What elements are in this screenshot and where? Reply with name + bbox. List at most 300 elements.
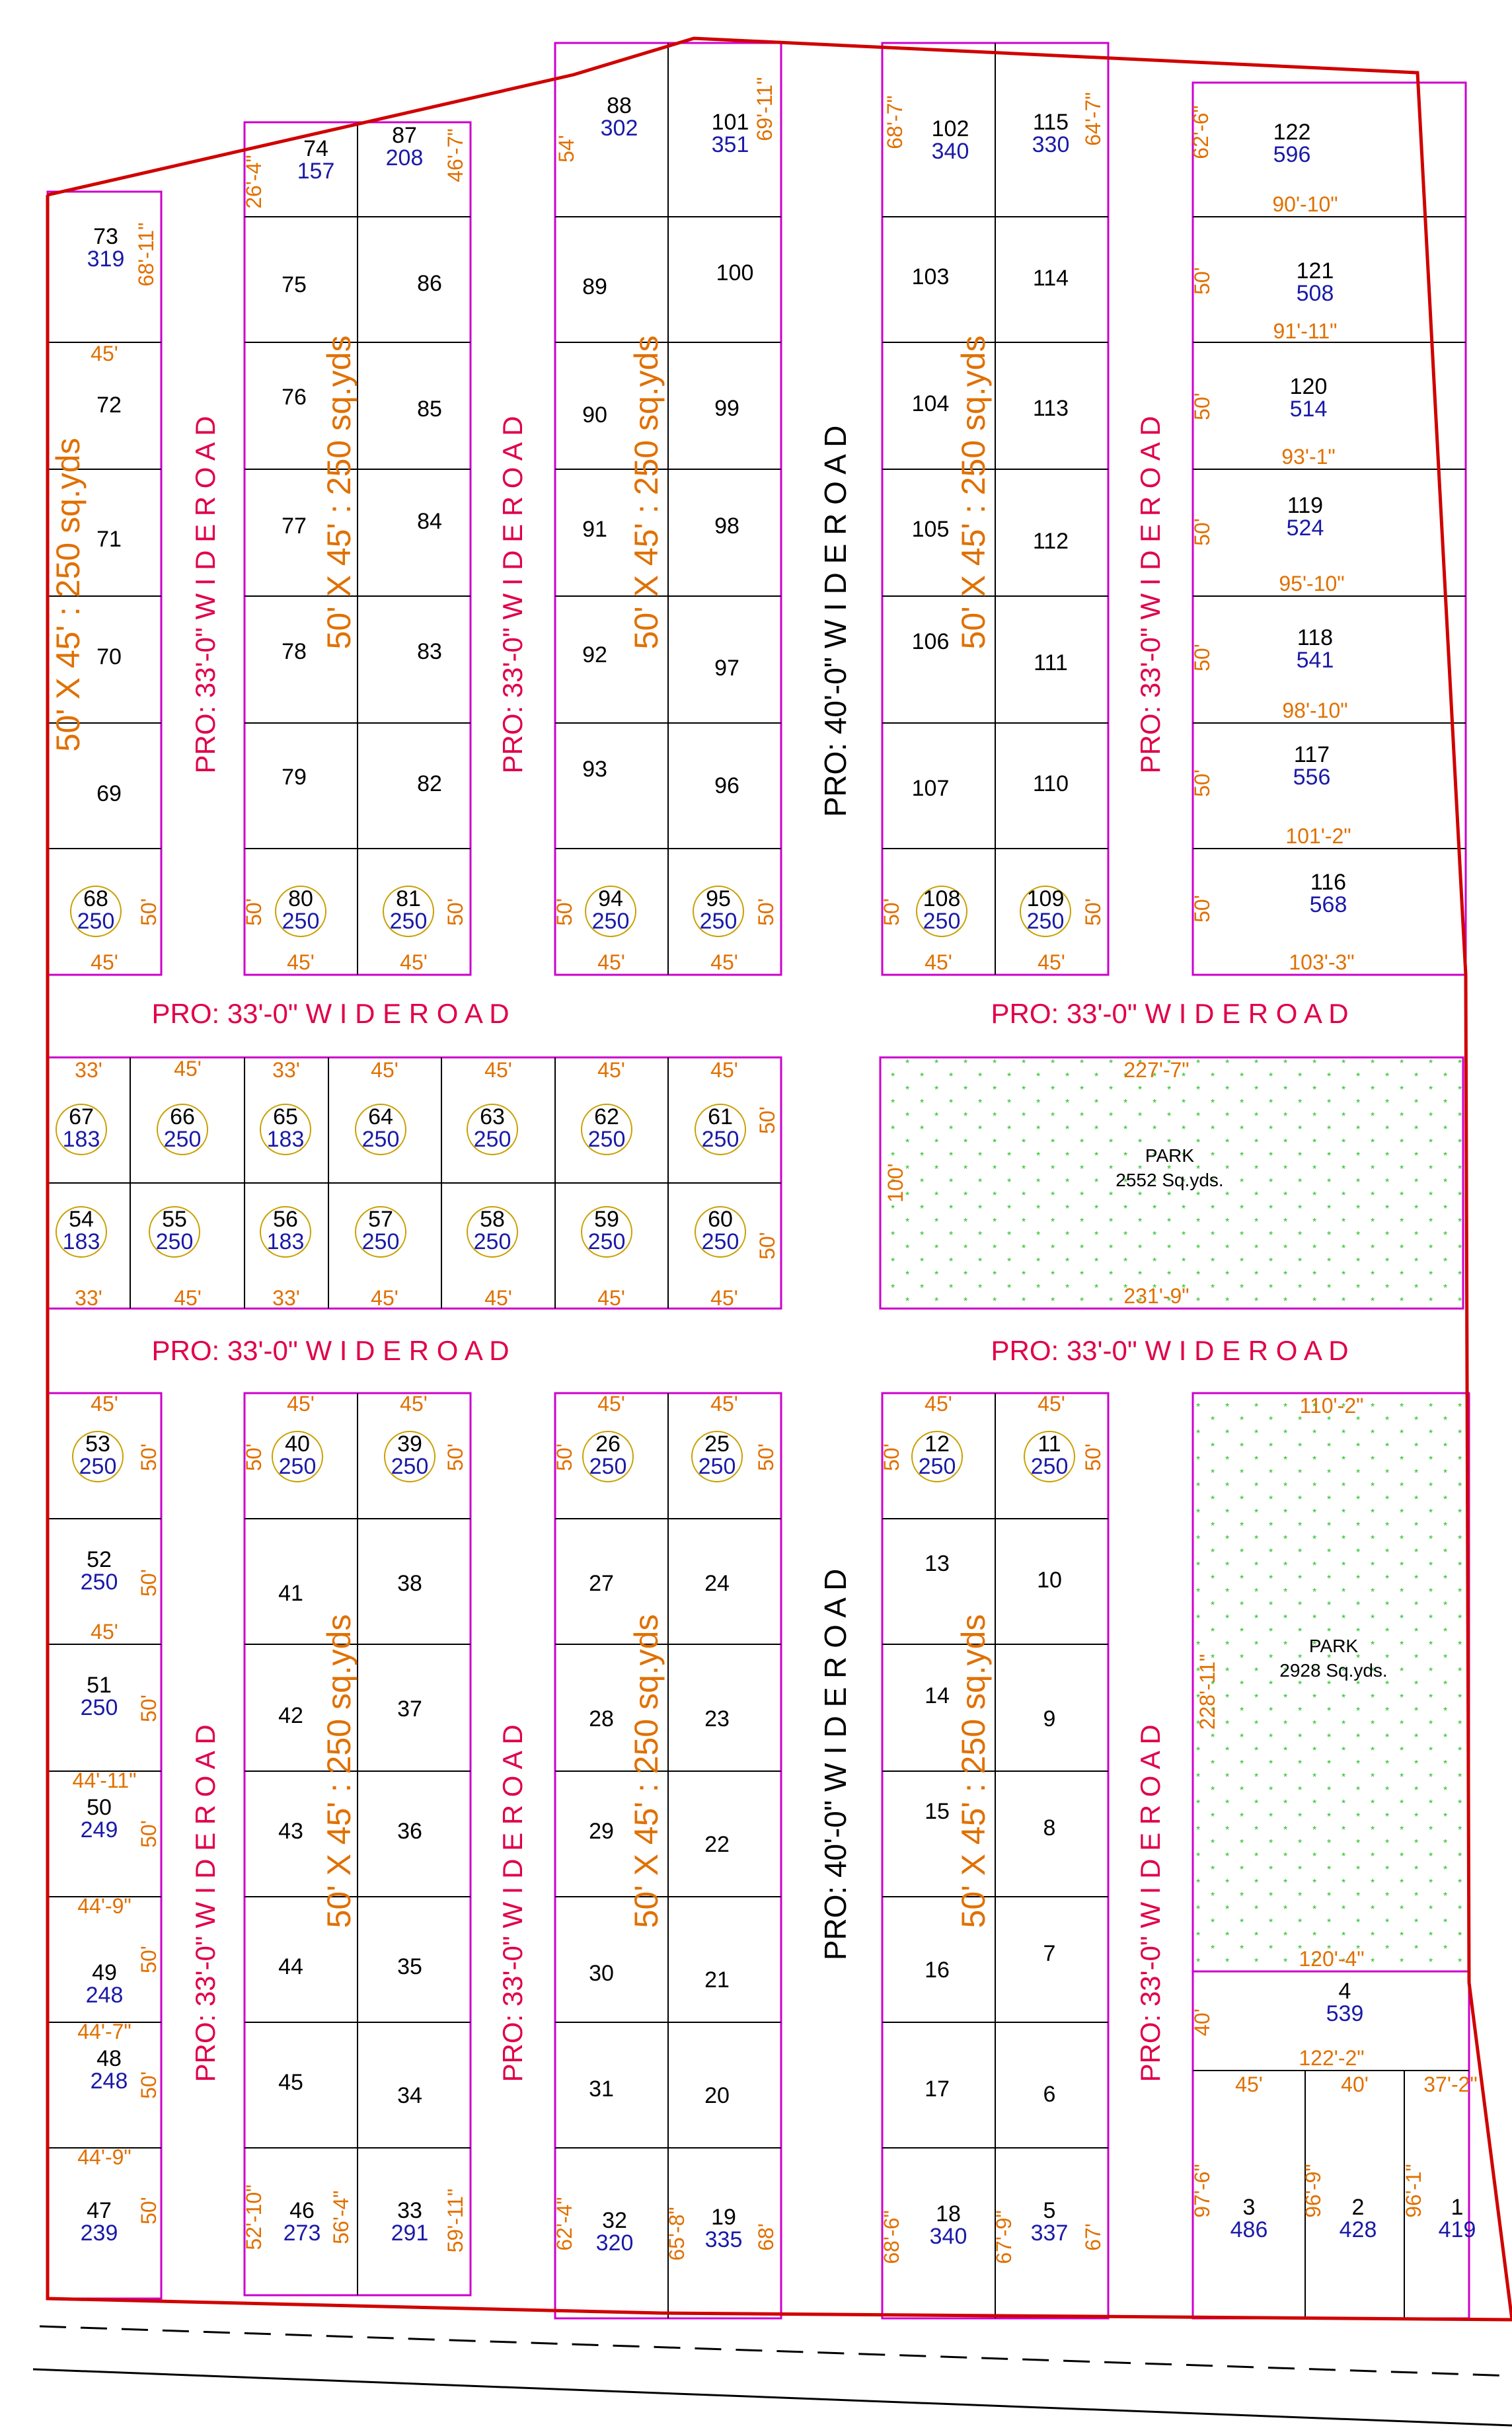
park-south-top-dim: 110'-2" — [1299, 1394, 1364, 1418]
plot-area: 239 — [80, 2221, 118, 2246]
plot-number: 11 — [1038, 1431, 1061, 1457]
dim: 44'-7" — [77, 2020, 132, 2043]
dim: 50' — [1081, 898, 1105, 926]
plot-51 — [81, 1673, 118, 1720]
block-note-4: 50' X 45' : 250 sq.yds — [955, 335, 992, 650]
plot-area: 183 — [266, 1229, 305, 1254]
dim: 45' — [91, 950, 118, 974]
park-south-bottom-dim: 120'-4" — [1299, 1947, 1365, 1971]
plot-number: 67 — [69, 1104, 94, 1129]
dim: 33' — [272, 1058, 300, 1082]
dim: 40' — [1341, 2073, 1369, 2096]
plot-number: 20 — [704, 2083, 730, 2108]
plot-111 — [1034, 650, 1068, 675]
road-label-h3: PRO: 33'-0" W I D E R O A D — [151, 1335, 510, 1366]
park-north-side-dim: 100' — [884, 1163, 907, 1203]
plot-number: 102 — [931, 116, 969, 141]
plot-71 — [96, 527, 122, 552]
dim: 45' — [91, 1620, 118, 1644]
plot-number: 89 — [582, 274, 607, 299]
plot-106 — [912, 629, 950, 654]
plot-41 — [278, 1581, 303, 1606]
plot-120 — [1290, 374, 1328, 422]
dim: 45' — [174, 1286, 202, 1310]
plot-39 — [385, 1431, 435, 1482]
plot-82 — [417, 771, 442, 796]
plot-area: 250 — [155, 1229, 194, 1254]
dim: 45' — [91, 1392, 118, 1416]
plot-number: 111 — [1034, 650, 1068, 675]
dim: 26'-4" — [242, 155, 266, 209]
plot-number: 46 — [289, 2198, 315, 2223]
plot-84 — [417, 509, 442, 534]
plot-number: 83 — [417, 639, 442, 664]
road-label-h1: PRO: 33'-0" W I D E R O A D — [151, 998, 510, 1029]
plot-27 — [589, 1571, 614, 1596]
plot-80 — [276, 886, 326, 936]
plot-number: 76 — [282, 385, 307, 410]
plot-area: 250 — [587, 1127, 626, 1152]
plot-20 — [704, 2083, 730, 2108]
plot-area: 248 — [90, 2069, 128, 2094]
road-label-v5: PRO: 33'-0" W I D E R O A D — [497, 1724, 528, 2082]
plot-number: 116 — [1310, 870, 1347, 895]
park-north-bottom-dim: 231'-9" — [1123, 1284, 1190, 1308]
plot-number: 3 — [1242, 2195, 1256, 2220]
dim: 45' — [710, 1392, 738, 1416]
plot-103 — [912, 264, 950, 289]
dim: 45' — [1038, 950, 1065, 974]
main-road-labels — [818, 426, 852, 1961]
plot-number: 122 — [1273, 120, 1311, 145]
plot-number: 104 — [911, 391, 950, 416]
plot-area: 330 — [1032, 132, 1070, 157]
plot-69 — [96, 781, 122, 806]
plot-number: 15 — [925, 1799, 950, 1824]
plot-92 — [582, 642, 607, 667]
dim: 52'-10" — [242, 2184, 266, 2250]
dim: 50' — [1190, 518, 1214, 546]
plot-area: 250 — [473, 1127, 511, 1152]
plot-number: 26 — [595, 1431, 621, 1457]
plot-number: 98 — [714, 514, 739, 539]
plot-98 — [714, 514, 739, 539]
plot-number: 32 — [602, 2208, 627, 2233]
plot-31 — [589, 2076, 614, 2102]
plot-number: 44 — [278, 1954, 303, 1979]
plot-91 — [582, 517, 607, 542]
dim: 45' — [371, 1286, 398, 1310]
plot-number: 88 — [607, 93, 632, 118]
park-south-side-dim: 228'-11" — [1195, 1654, 1219, 1730]
plot-number: 49 — [92, 1960, 117, 1985]
plot-area: 183 — [62, 1229, 100, 1254]
plot-number: 31 — [589, 2076, 614, 2102]
plot-number: 33 — [397, 2198, 422, 2223]
plot-number: 114 — [1032, 266, 1069, 291]
plot-number: 40 — [285, 1431, 310, 1457]
plot-number: 86 — [417, 271, 442, 296]
plot-number: 9 — [1043, 1706, 1056, 1732]
plot-number: 4 — [1338, 1979, 1351, 2004]
dim: 50' — [1190, 644, 1214, 671]
plot-55 — [149, 1207, 200, 1257]
plot-16 — [925, 1958, 950, 1983]
block-note-1: 50' X 45' : 250 sq.yds — [50, 438, 87, 752]
plot-area: 539 — [1326, 2001, 1364, 2026]
plot-area: 596 — [1273, 142, 1311, 167]
plot-area: 250 — [1026, 909, 1065, 934]
dim: 33' — [75, 1058, 102, 1082]
plot-14 — [925, 1683, 950, 1708]
plot-number: 45 — [278, 2070, 303, 2095]
plot-100 — [716, 260, 754, 285]
plot-32 — [596, 2208, 634, 2256]
plot-33 — [391, 2198, 429, 2246]
plot-number: 29 — [589, 1819, 614, 1844]
plot-number: 77 — [282, 514, 307, 539]
plot-number: 48 — [96, 2046, 122, 2071]
plot-45 — [278, 2070, 303, 2095]
plot-area: 250 — [918, 1454, 956, 1479]
plot-area: 428 — [1339, 2217, 1377, 2242]
park-south — [1193, 1393, 1469, 1971]
plot-95 — [693, 886, 743, 936]
plot-number: 97 — [714, 656, 739, 681]
dim: 50' — [1190, 267, 1214, 295]
plot-area: 556 — [1293, 765, 1331, 790]
plot-number: 58 — [480, 1207, 505, 1232]
plot-57 — [356, 1207, 406, 1257]
plot-11 — [1024, 1431, 1075, 1482]
dim: 90'-10" — [1272, 192, 1338, 216]
plot-area: 250 — [701, 1229, 739, 1254]
plot-68 — [71, 886, 121, 936]
plot-56 — [260, 1207, 311, 1257]
plot-113 — [1033, 396, 1069, 421]
plot-area: 250 — [163, 1127, 202, 1152]
external-road-edge — [33, 2369, 1512, 2425]
plot-number: 56 — [273, 1207, 298, 1232]
plot-66 — [157, 1104, 208, 1155]
plot-number: 68 — [83, 886, 108, 911]
plot-number: 110 — [1032, 771, 1069, 796]
plot-number: 21 — [704, 1967, 730, 1993]
plot-44 — [278, 1954, 303, 1979]
plot-area: 514 — [1289, 397, 1328, 422]
plot-65 — [260, 1104, 311, 1155]
plot-number: 72 — [96, 393, 122, 418]
plot-number: 93 — [582, 757, 607, 782]
park-north-area: 2552 Sq.yds. — [1115, 1170, 1224, 1190]
plot-number: 94 — [598, 886, 623, 911]
plot-number: 2 — [1351, 2195, 1365, 2220]
plot-36 — [397, 1819, 422, 1844]
plot-number: 43 — [278, 1819, 303, 1844]
dim: 44'-9" — [77, 1894, 132, 1918]
dim: 101'-2" — [1285, 824, 1351, 848]
plot-23 — [704, 1706, 730, 1732]
plot-76 — [282, 385, 307, 410]
plot-number: 92 — [582, 642, 607, 667]
plot-number: 60 — [708, 1207, 733, 1232]
dim: 45' — [925, 1392, 952, 1416]
plot-48 — [91, 2046, 128, 2094]
plot-number: 17 — [925, 2076, 950, 2102]
plot-number: 101 — [711, 110, 749, 135]
plot-area: 250 — [473, 1229, 511, 1254]
plot-area: 248 — [85, 1983, 124, 2008]
plot-area: 250 — [701, 1127, 739, 1152]
plot-number: 47 — [87, 2198, 112, 2223]
dim: 40' — [1190, 2008, 1214, 2036]
plot-area: 524 — [1286, 515, 1324, 541]
dim: 96'-1" — [1402, 2164, 1425, 2218]
plot-114 — [1033, 266, 1069, 291]
plot-117 — [1293, 742, 1331, 790]
dim: 45' — [1038, 1392, 1065, 1416]
plot-116 — [1310, 870, 1347, 917]
plot-area: 250 — [391, 1454, 429, 1479]
plot-number: 34 — [397, 2083, 422, 2108]
plot-number: 22 — [704, 1832, 730, 1857]
plot-53 — [73, 1431, 123, 1482]
road-label-h4: PRO: 33'-0" W I D E R O A D — [991, 1335, 1349, 1366]
dim: 50' — [1190, 895, 1214, 923]
plot-9 — [1043, 1706, 1056, 1732]
plot-24 — [704, 1571, 730, 1596]
plot-number: 105 — [911, 517, 950, 542]
road-label-v1: PRO: 33'-0" W I D E R O A D — [190, 416, 221, 774]
road-label-h2: PRO: 33'-0" W I D E R O A D — [991, 998, 1349, 1029]
dim: 44'-9" — [77, 2145, 132, 2169]
plot-number: 6 — [1043, 2082, 1056, 2107]
plot-79 — [282, 765, 307, 790]
plot-85 — [417, 397, 442, 422]
plot-8 — [1043, 1815, 1056, 1841]
dim: 50' — [1190, 393, 1214, 420]
plot-area: 250 — [389, 909, 428, 934]
plot-number: 79 — [282, 765, 307, 790]
dim: 50' — [242, 898, 266, 926]
plot-number: 57 — [368, 1207, 393, 1232]
plot-area: 250 — [587, 1229, 626, 1254]
block-note-3: 50' X 45' : 250 sq.yds — [628, 335, 665, 650]
plot-area: 249 — [80, 1817, 118, 1843]
plot-4 — [1326, 1979, 1364, 2026]
plot-93 — [582, 757, 607, 782]
plot-number: 51 — [87, 1673, 112, 1698]
plot-number: 63 — [480, 1104, 505, 1129]
plot-number: 5 — [1043, 2198, 1056, 2223]
plot-number: 103 — [911, 264, 950, 289]
plot-area: 183 — [266, 1127, 305, 1152]
plot-number: 78 — [282, 639, 307, 664]
plot-number: 13 — [925, 1551, 950, 1576]
dim: 95'-10" — [1279, 572, 1345, 595]
dim: 103'-3" — [1289, 950, 1355, 974]
plot-22 — [704, 1832, 730, 1857]
dim: 44'-11" — [72, 1769, 137, 1792]
plot-28 — [589, 1706, 614, 1732]
plot-110 — [1033, 771, 1069, 796]
plot-number: 108 — [923, 886, 961, 911]
dim: 62'-6" — [1189, 105, 1213, 159]
plot-area: 250 — [282, 909, 320, 934]
plot-area: 508 — [1296, 281, 1334, 306]
plot-42 — [278, 1703, 303, 1728]
plot-number: 65 — [273, 1104, 298, 1129]
dim: 45' — [287, 1392, 315, 1416]
plot-number: 39 — [397, 1431, 422, 1457]
plot-115 — [1032, 110, 1070, 157]
plot-70 — [96, 644, 122, 669]
plot-area: 250 — [923, 909, 961, 934]
dim: 50' — [880, 898, 903, 926]
plot-99 — [714, 396, 739, 421]
plot-73 — [87, 224, 125, 272]
block-note-2: 50' X 45' : 250 sq.yds — [321, 335, 358, 650]
plot-number: 71 — [96, 527, 122, 552]
dim: 68'-6" — [880, 2210, 903, 2264]
plot-number: 14 — [925, 1683, 950, 1708]
plot-number: 81 — [396, 886, 421, 911]
plot-number: 55 — [162, 1207, 187, 1232]
road-label-v6: PRO: 33'-0" W I D E R O A D — [1135, 1724, 1166, 2082]
plot-26 — [583, 1431, 633, 1482]
plot-number: 53 — [85, 1431, 110, 1457]
plot-area: 250 — [79, 1454, 117, 1479]
plot-number: 59 — [594, 1207, 619, 1232]
plot-area: 157 — [297, 159, 335, 184]
plot-2 — [1340, 2195, 1377, 2242]
plot-number: 113 — [1032, 396, 1069, 421]
plot-number: 23 — [704, 1706, 730, 1732]
plot-118 — [1297, 625, 1334, 673]
plot-43 — [278, 1819, 303, 1844]
plot-1 — [1439, 2195, 1476, 2242]
road-label-v2: PRO: 33'-0" W I D E R O A D — [497, 416, 528, 774]
plot-number: 30 — [589, 1961, 614, 1986]
plot-34 — [397, 2083, 422, 2108]
plot-49 — [86, 1960, 124, 2008]
plot-number: 80 — [288, 886, 313, 911]
road-label-v4: PRO: 33'-0" W I D E R O A D — [190, 1724, 221, 2082]
plot-area: 250 — [278, 1454, 317, 1479]
road-label-v3: PRO: 33'-0" W I D E R O A D — [1135, 416, 1166, 774]
dim: 50' — [755, 1106, 779, 1134]
plot-35 — [397, 1954, 422, 1979]
plot-number: 99 — [714, 396, 739, 421]
plot-104 — [912, 391, 950, 416]
plot-number: 112 — [1032, 529, 1069, 554]
dim: 45' — [371, 1058, 398, 1082]
plot-60 — [695, 1207, 745, 1257]
dim: 50' — [137, 1694, 161, 1722]
external-road-dashed — [40, 2326, 1512, 2376]
dim: 50' — [1190, 769, 1214, 797]
dim: 50' — [137, 2071, 161, 2099]
plot-number: 18 — [936, 2201, 961, 2227]
plot-area: 250 — [699, 909, 737, 934]
plot-area: 250 — [589, 1454, 627, 1479]
plot-52 — [81, 1547, 118, 1595]
dim: 68'-11" — [134, 222, 158, 287]
plot-number: 10 — [1037, 1568, 1062, 1593]
dim: 50' — [137, 1946, 161, 1973]
plot-number: 7 — [1043, 1941, 1056, 1966]
park-south-area: 2928 Sq.yds. — [1279, 1660, 1388, 1681]
plot-108 — [917, 886, 967, 936]
plot-area: 320 — [595, 2230, 634, 2256]
plot-121 — [1297, 258, 1334, 306]
plot-101 — [712, 110, 749, 157]
plot-area: 340 — [931, 139, 969, 164]
plot-109 — [1020, 886, 1071, 936]
plot-47 — [81, 2198, 118, 2246]
block-note-6: 50' X 45' : 250 sq.yds — [628, 1614, 665, 1928]
plot-29 — [589, 1819, 614, 1844]
plot-38 — [397, 1571, 422, 1596]
dim: 64'-7" — [1081, 92, 1105, 146]
plot-number: 73 — [93, 224, 118, 249]
plot-area: 340 — [929, 2224, 967, 2249]
dim: 50' — [755, 1232, 779, 1260]
dim: 45' — [597, 1392, 625, 1416]
plot-25 — [692, 1431, 742, 1482]
park-north — [880, 1057, 1463, 1309]
dim: 50' — [754, 1443, 778, 1471]
dim: 56'-4" — [329, 2190, 353, 2244]
dim: 33' — [272, 1286, 300, 1310]
dim: 122'-2" — [1299, 2046, 1365, 2070]
dim: 54' — [554, 135, 578, 163]
plot-54 — [56, 1207, 106, 1257]
plot-number: 66 — [170, 1104, 195, 1129]
plot-72 — [96, 393, 122, 418]
dim: 45' — [287, 950, 315, 974]
plot-number: 115 — [1032, 110, 1069, 135]
plot-87 — [386, 123, 424, 171]
plot-102 — [932, 116, 969, 164]
plot-number: 120 — [1289, 374, 1328, 399]
dim: 67'-9" — [992, 2210, 1016, 2264]
plot-58 — [467, 1207, 517, 1257]
plot-40 — [272, 1431, 322, 1482]
plot-19 — [705, 2205, 743, 2252]
plot-number: 19 — [711, 2205, 736, 2230]
plot-area: 335 — [704, 2227, 743, 2252]
plot-18 — [930, 2201, 967, 2249]
dim: 69'-11" — [753, 77, 776, 141]
plot-number: 91 — [582, 517, 607, 542]
dim: 50' — [242, 1443, 266, 1471]
dim: 45' — [710, 1058, 738, 1082]
plot-number: 50 — [87, 1795, 112, 1820]
dim: 45' — [400, 950, 428, 974]
plot-number: 118 — [1297, 625, 1334, 650]
plot-62 — [582, 1104, 632, 1155]
plot-number: 61 — [708, 1104, 733, 1129]
dim: 45' — [484, 1058, 512, 1082]
dim: 37'-2" — [1423, 2073, 1478, 2096]
plot-area: 250 — [361, 1229, 400, 1254]
plot-area: 183 — [62, 1127, 100, 1152]
dim: 91'-11" — [1273, 319, 1338, 343]
plot-number: 109 — [1026, 886, 1065, 911]
plot-37 — [397, 1696, 422, 1722]
plot-number: 41 — [278, 1581, 303, 1606]
